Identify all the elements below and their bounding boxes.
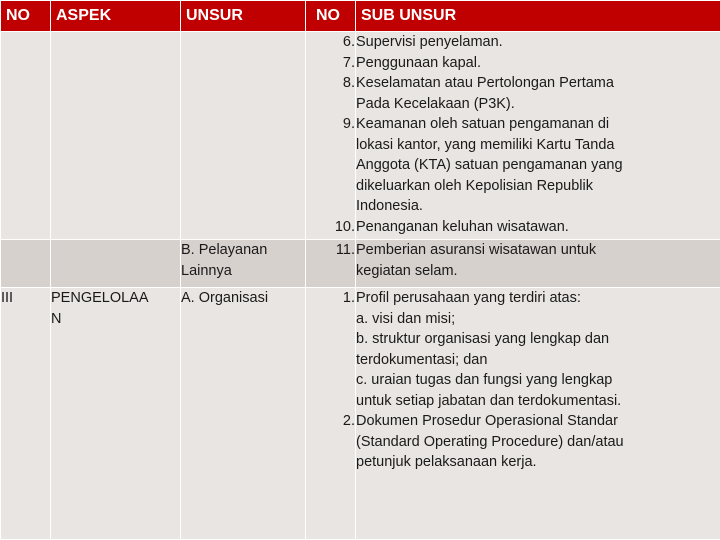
cell-no: III [1, 288, 51, 540]
sub-unsur-line: Profil perusahaan yang terdiri atas: [356, 290, 581, 306]
sub-unsur-line: lokasi kantor, yang memiliki Kartu Tanda [356, 136, 615, 153]
cell-aspek [51, 32, 181, 240]
sub-number: 8. [342, 75, 355, 91]
sub-number: 1. [342, 290, 355, 306]
unsur-line: Lainnya [181, 262, 232, 279]
header-no-sub: NO [306, 1, 356, 32]
aspek-line: PENGELOLAA [51, 290, 149, 306]
sub-unsur-line: b. struktur organisasi yang lengkap dan [356, 331, 610, 347]
header-unsur: UNSUR [181, 1, 306, 32]
sub-unsur-line: Supervisi penyelaman. [356, 34, 503, 50]
sub-unsur-line: Pemberian asuransi wisatawan untuk [356, 242, 597, 258]
sub-number: 2. [342, 413, 355, 429]
sub-unsur-line: Keamanan oleh satuan pengamanan di [356, 116, 610, 132]
sub-unsur-line: Dokumen Prosedur Operasional Standar [356, 413, 618, 429]
cell-sub-unsur [356, 288, 720, 540]
sub-unsur-line: c. uraian tugas dan fungsi yang lengkap [356, 372, 613, 388]
sub-unsur-line: Penanganan keluhan wisatawan. [356, 218, 569, 235]
sub-unsur-line: Penggunaan kapal. [356, 54, 481, 71]
sub-unsur-line: (Standard Operating Procedure) dan/atau [356, 433, 624, 450]
header-aspek: ASPEK [51, 1, 181, 32]
cell-unsur [181, 32, 306, 240]
cell-aspek [51, 240, 181, 288]
sub-unsur-line: untuk setiap jabatan dan terdokumentasi. [356, 392, 622, 409]
header-row [1, 1, 720, 32]
cell-unsur [181, 240, 306, 288]
unsur-line: B. Pelayanan [181, 242, 268, 258]
cell-aspek [51, 288, 181, 540]
cell-sub-unsur [356, 240, 720, 288]
sub-number: 10. [334, 218, 355, 235]
sub-unsur-line: a. visi dan misi; [356, 310, 456, 327]
sub-number: 9. [342, 116, 355, 132]
sub-unsur-line: Pada Kecelakaan (P3K). [356, 95, 515, 112]
sub-unsur-line: kegiatan selam. [356, 262, 458, 279]
sub-unsur-line: terdokumentasi; dan [356, 351, 488, 368]
header-no: NO [1, 1, 51, 32]
cell-no [1, 32, 51, 240]
cell-sub-unsur [356, 32, 720, 240]
header-sub-unsur: SUB UNSUR [356, 1, 720, 32]
sub-number: 6. [342, 34, 355, 50]
cell-no [1, 240, 51, 288]
table-row [1, 32, 720, 240]
cell-sub-numbers [306, 288, 356, 540]
sub-unsur-line: petunjuk pelaksanaan kerja. [356, 454, 537, 470]
aspek-line: N [51, 310, 62, 327]
cell-sub-numbers [306, 32, 356, 240]
sub-number: 7. [342, 54, 355, 71]
cell-sub-numbers [306, 240, 356, 288]
table-row [1, 288, 720, 540]
sub-number: 11. [335, 242, 355, 258]
sub-unsur-line: Anggota (KTA) satuan pengamanan yang [356, 157, 623, 173]
table-row [1, 240, 720, 288]
cell-unsur: A. Organisasi [181, 288, 306, 540]
sub-unsur-line: Keselamatan atau Pertolongan Pertama [356, 75, 614, 91]
sub-unsur-line: Indonesia. [356, 198, 423, 214]
sub-unsur-line: dikeluarkan oleh Kepolisian Republik [356, 177, 593, 194]
